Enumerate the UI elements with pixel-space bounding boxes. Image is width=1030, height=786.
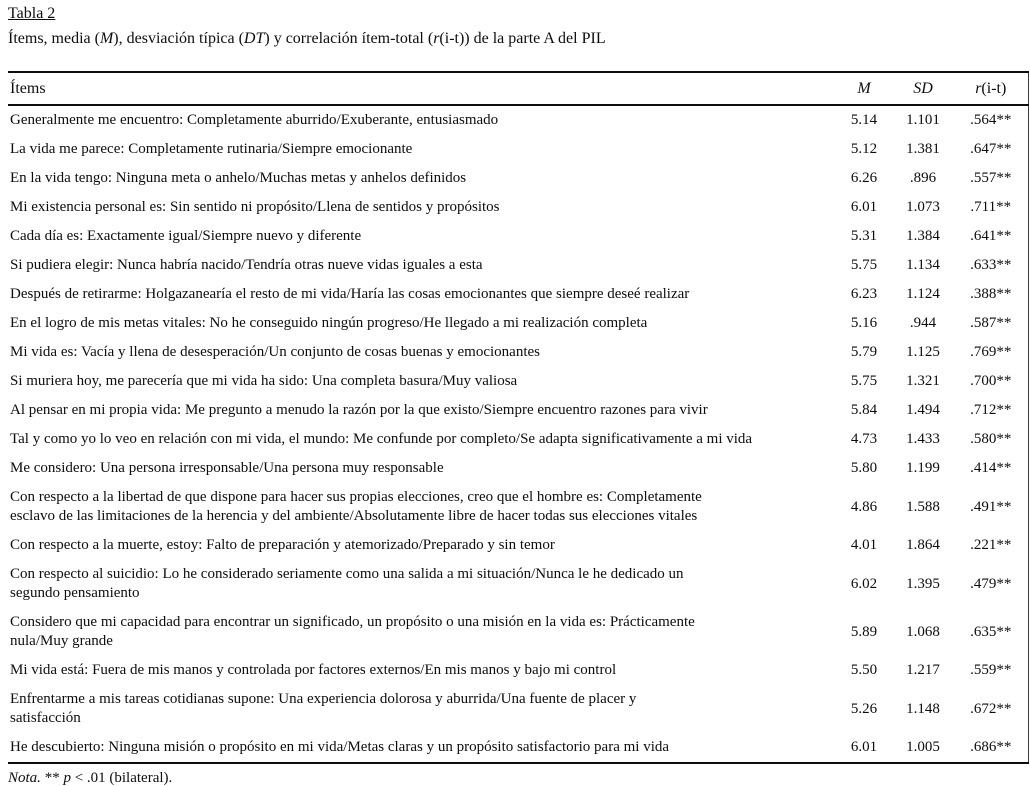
mean-value: 5.50 [850,662,878,678]
item-text: Mi vida es: Vacía y llena de desesperación/Un conjunto de cosas buenas y emocionantes [10,344,540,360]
item-total-correlation-value: .712** [970,402,1012,418]
item-total-correlation-value: .641** [970,228,1012,244]
sd-value: 1.588 [906,498,940,515]
sd-value: .896 [909,170,937,186]
column-header-m [836,72,892,105]
text-segment: SD [913,80,933,97]
text-segment: Ítems, media ( [8,30,100,47]
item-text: Si pudiera elegir: Nunca habría nacido/Tendría otras nueve vidas iguales a esta [10,257,483,273]
table-row [8,367,1028,396]
text-segment: M [857,80,871,97]
mean-value: 5.79 [850,344,878,360]
item-text: En la vida tengo: Ninguna meta o anhelo/Muchas metas y anhelos definidos [10,170,467,186]
item-text: Con respecto a la muerte, estoy: Falto de preparación y atemorizado/Preparado y sin temor [10,537,555,553]
table-row [8,193,1028,222]
column-header-sd [892,72,954,105]
table-note [8,769,1030,786]
item-total-correlation-value: .559** [970,662,1012,678]
text-segment: p [63,770,71,786]
column-header-items [8,72,836,105]
sd-value: 1.381 [906,141,940,157]
item-text: Me considero: Una persona irresponsable/Una persona muy responsable [10,460,444,476]
table-row [8,280,1028,309]
text-segment: DT [243,30,265,47]
text-segment: (i-t) [981,80,1007,97]
mean-value: 6.02 [850,575,878,592]
table-row [8,164,1028,193]
item-total-correlation-value: .700** [970,373,1012,389]
item-total-correlation-value: .388** [970,286,1012,302]
mean-value: 4.73 [850,431,878,447]
item-total-correlation-value: .633** [970,257,1012,273]
item-total-correlation-value: .564** [970,112,1012,128]
mean-value: 6.01 [850,199,878,215]
mean-value: 5.16 [850,315,878,331]
item-text: Mi vida está: Fuera de mis manos y controlada por factores externos/En mis manos y bajo mi control [10,662,617,678]
sd-value: 1.384 [906,228,940,244]
table-row [8,222,1028,251]
item-text: Generalmente me encuentro: Completamente aburrido/Exuberante, entusiasmado [10,112,499,128]
item-text: He descubierto: Ninguna misión o propósito en mi vida/Metas claras y un propósito satisfactorio para mi vida [10,739,670,755]
item-total-correlation-value: .479** [970,575,1012,592]
item-text: Considero que mi capacidad para encontrar un significado, un propósito o una misión en la vida es: Prácticamente nula/Muy grande [10,614,695,649]
item-total-correlation-value: .686** [970,739,1012,755]
sd-value: 1.321 [906,373,940,389]
table-row [8,656,1028,685]
table-row [8,251,1028,280]
table-body [8,105,1028,763]
sd-value: .944 [909,315,937,331]
item-total-correlation-value: .221** [970,537,1012,553]
mean-value: 5.80 [850,460,878,476]
item-total-correlation-value: .647** [970,141,1012,157]
mean-value: 6.01 [850,739,878,755]
pil-items-table [8,71,1029,764]
sd-value: 1.148 [906,700,940,717]
table-row [8,396,1028,425]
text-segment: ** [40,770,64,786]
item-total-correlation-value: .557** [970,170,1012,186]
mean-value: 5.75 [850,373,878,389]
mean-value: 6.26 [850,170,878,186]
table-row [8,338,1028,367]
mean-value: 4.86 [850,498,878,515]
item-total-correlation-value: .769** [970,344,1012,360]
sd-value: 1.101 [906,112,940,128]
item-text: Tal y como yo lo veo en relación con mi vida, el mundo: Me confunde por completo/Se adapta significativamente a mi vida [10,431,753,447]
sd-value: 1.494 [906,402,940,418]
item-total-correlation-value: .587** [970,315,1012,331]
item-text: Después de retirarme: Holgazanearía el resto de mi vida/Haría las cosas emocionantes que siempre deseé realizar [10,286,690,302]
item-text: Cada día es: Exactamente igual/Siempre nuevo y diferente [10,228,362,244]
mean-value: 5.31 [850,228,878,244]
item-text: Al pensar en mi propia vida: Me pregunto a menudo la razón por la que existo/Siempre encuentro razones para vivir [10,402,708,418]
table-row [8,733,1028,763]
sd-value: 1.433 [906,431,940,447]
mean-value: 6.23 [850,286,878,302]
table-row [8,425,1028,454]
header-row [8,72,1028,105]
sd-value: 1.134 [906,257,940,273]
sd-value: 1.864 [906,537,940,553]
table-row [8,560,1028,608]
table-row [8,483,1028,531]
item-text: Mi existencia personal es: Sin sentido ni propósito/Llena de sentidos y propósitos [10,199,500,215]
item-total-correlation-value: .711** [970,199,1012,215]
item-text: En el logro de mis metas vitales: No he conseguido ningún progreso/He llegado a mi realización completa [10,315,648,331]
item-text: La vida me parece: Completamente rutinaria/Siempre emocionante [10,141,413,157]
mean-value: 5.84 [850,402,878,418]
table-caption [8,29,1030,49]
table-row [8,608,1028,656]
item-total-correlation-value: .414** [970,460,1012,476]
table-row [8,454,1028,483]
sd-value: 1.073 [906,199,940,215]
sd-value: 1.395 [906,575,940,592]
text-segment: ) y correlación ítem-total ( [264,30,434,47]
item-total-correlation-value: .672** [970,700,1012,717]
sd-value: 1.125 [906,344,940,360]
column-header-rit [954,72,1028,105]
item-total-correlation-value: .580** [970,431,1012,447]
text-segment: M [99,30,114,47]
table-row [8,309,1028,338]
mean-value: 5.14 [850,112,878,128]
sd-value: 1.124 [906,286,940,302]
item-text: Con respecto a la libertad de que dispone para hacer sus propias elecciones, creo que el hombre es: Completamente esclavo de las limitaciones de la herencia y del ambiente/Absolutamente libre de hacer todas sus elecciones vitales [10,489,702,524]
item-total-correlation-value: .635** [970,623,1012,640]
text-segment: (i-t)) de la parte A del PIL [439,30,606,47]
table-row [8,105,1028,135]
mean-value: 5.75 [850,257,878,273]
item-text: Enfrentarme a mis tareas cotidianas supone: Una experiencia dolorosa y aburrida/Una fuente de placer y satisfacción [10,691,637,726]
text-segment: r [975,80,982,97]
sd-value: 1.005 [906,739,940,755]
table-row [8,531,1028,560]
item-text: Con respecto al suicidio: Lo he considerado seriamente como una salida a mi situación/Nunca le he dedicado un segundo pensamiento [10,566,684,601]
mean-value: 5.12 [850,141,878,157]
table-row [8,685,1028,733]
text-segment: r [433,30,440,47]
item-total-correlation-value: .491** [970,498,1012,515]
table-title: Tabla 2 [8,5,56,22]
sd-value: 1.068 [906,623,940,640]
sd-value: 1.217 [906,662,940,678]
sd-value: 1.199 [906,460,940,476]
text-segment: < .01 (bilateral). [70,770,173,786]
mean-value: 4.01 [850,537,878,553]
mean-value: 5.26 [850,700,878,717]
text-segment: Ítems [10,80,46,97]
table-row [8,135,1028,164]
text-segment: ), desviación típica ( [113,30,244,47]
text-segment: Nota. [8,770,41,786]
mean-value: 5.89 [850,623,878,640]
item-text: Si muriera hoy, me parecería que mi vida ha sido: Una completa basura/Muy valiosa [10,373,518,389]
